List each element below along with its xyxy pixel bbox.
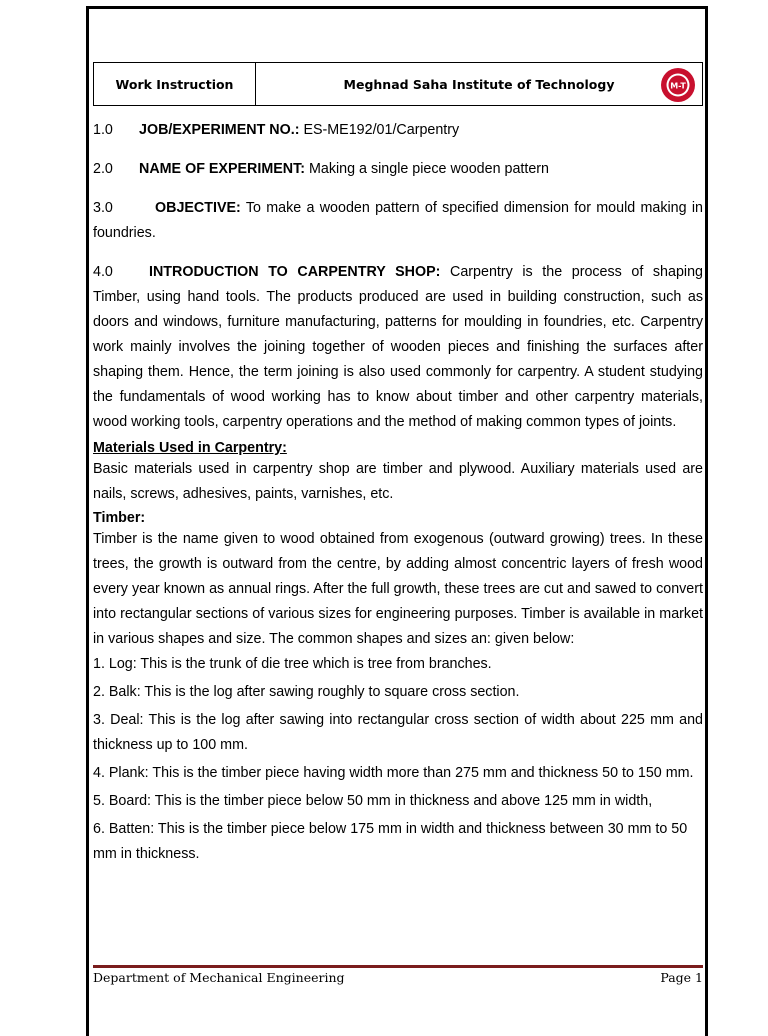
footer-rule [93, 965, 703, 968]
footer [93, 970, 703, 985]
timber-text: Timber is the name given to wood obtained from exogenous (outward growing) trees. In these trees, the growth is outward from the centre, by adding almost concentric layers of fresh wood every year known as annual rings. After the full growth, these trees are cut and sawed to convert into rectangular sections of various sizes for engineering purposes. Timber is available in market in various shapes and size. The common shapes and sizes an: given below: [93, 531, 703, 647]
materials-heading: Materials Used in Carpentry: [93, 440, 287, 456]
header-work-instruction: Work Instruction [94, 63, 256, 105]
section-4: 4.0 INTRODUCTION TO CARPENTRY SHOP: Carpentry is the process of shaping Timber, using hand tools. The products produced are used in building construction, such as doors and windows, furniture manufacturing, patterns for moulding in foundries, etc. Carpentry work mainly involves the joining together of wooden pieces and finishing the surfaces after shaping them. Hence, the term joining is also used commonly for carpentry. A student studying the fundamentals of wood working has to know about timber and other carpentry materials, wood working tools, carpentry operations and the method of making common types of joints. [93, 264, 703, 430]
institute-logo-icon [660, 67, 696, 103]
document-body [93, 118, 703, 867]
section-1: 1.0 JOB/EXPERIMENT NO.: ES-ME192/01/Carpentry [93, 122, 460, 138]
svg-text:M-T: M-T [670, 81, 686, 91]
list-item: 6. Batten: This is the timber piece below 175 mm in width and thickness between 30 mm to 50 mm in thickness. [93, 821, 688, 862]
list-item: 5. Board: This is the timber piece below 50 mm in thickness and above 125 mm in width, [93, 793, 653, 809]
list-item: 4. Plank: This is the timber piece having width more than 275 mm and thickness 50 to 150 mm. [93, 765, 694, 781]
footer-department: Department of Mechanical Engineering [93, 970, 345, 985]
timber-heading: Timber: [93, 510, 146, 526]
section-2: 2.0 NAME OF EXPERIMENT: Making a single piece wooden pattern [93, 161, 550, 177]
header-institute [256, 63, 702, 105]
list-item: 1. Log: This is the trunk of die tree which is tree from branches. [93, 656, 492, 672]
list-item: 3. Deal: This is the log after sawing into rectangular cross section of width about 225 mm and thickness up to 100 mm. [93, 712, 703, 753]
materials-text: Basic materials used in carpentry shop are timber and plywood. Auxiliary materials used are nails, screws, adhesives, paints, varnishes, etc. [93, 461, 703, 502]
section-3: 3.0 OBJECTIVE: To make a wooden pattern of specified dimension for mould making in foundries. [93, 200, 703, 241]
institute-name: Meghnad Saha Institute of Technology [343, 76, 615, 92]
list-item: 2. Balk: This is the log after sawing roughly to square cross section. [93, 684, 520, 700]
header-table [93, 62, 703, 106]
footer-page-number: Page 1 [660, 970, 703, 985]
